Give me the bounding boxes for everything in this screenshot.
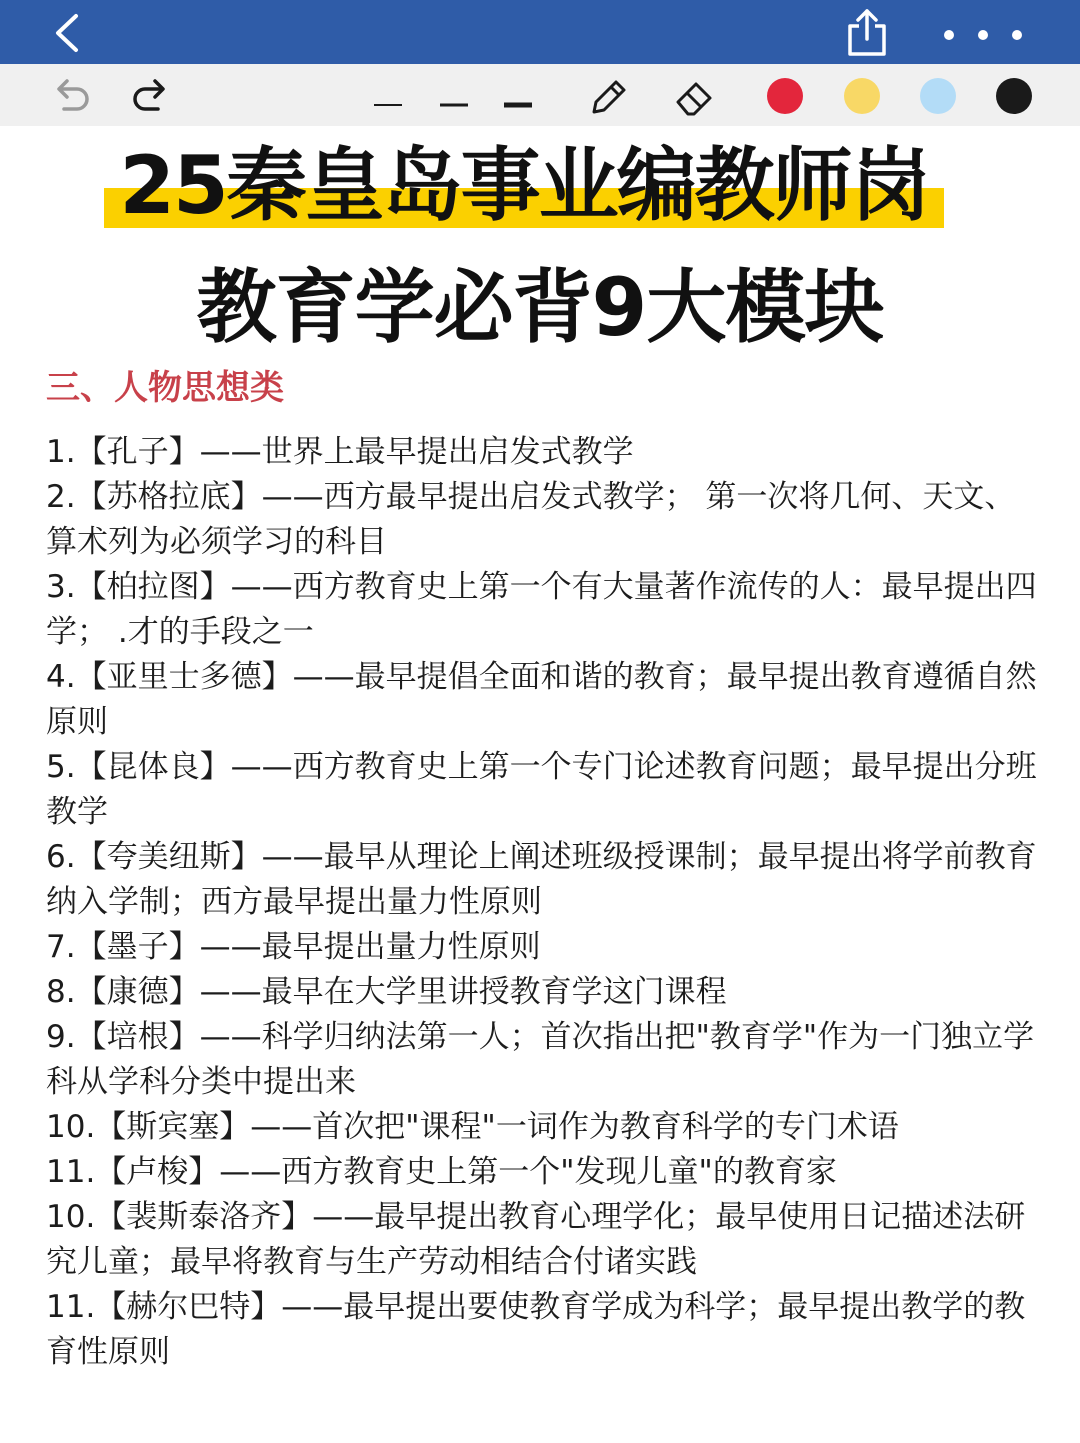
list-item: 10.【斯宾塞】——首次把"课程"一词作为教育科学的专门术语: [46, 1109, 899, 1145]
redo-button[interactable]: [128, 74, 172, 118]
color-swatch-black[interactable]: [996, 78, 1032, 114]
more-dots-icon: [930, 16, 1030, 52]
thin-line-icon: [368, 74, 408, 118]
redo-icon: [128, 74, 172, 118]
annotation-toolbar: [0, 64, 1080, 126]
list-item: 11.【赫尔巴特】——最早提出要使教育学成为科学；最早提出教学的教育性原则: [46, 1289, 1026, 1370]
eraser-tool-button[interactable]: [672, 74, 716, 118]
stroke-thick-button[interactable]: [498, 74, 538, 118]
pen-tool-button[interactable]: [586, 74, 630, 118]
back-button[interactable]: [44, 10, 90, 56]
undo-button[interactable]: [50, 74, 94, 118]
list-item: 8.【康德】——最早在大学里讲授教育学这门课程: [46, 974, 727, 1010]
list-item: 1.【孔子】——世界上最早提出启发式教学: [46, 434, 634, 470]
list-item: 9.【培根】——科学归纳法第一人；首次指出把"教育学"作为一门独立学科从学科分类中提出来: [46, 1019, 1035, 1100]
list-item: 5.【昆体良】——西方教育史上第一个专门论述教育问题；最早提出分班教学: [46, 749, 1037, 830]
title-line-2: 教育学必背9大模块: [196, 261, 884, 354]
share-button[interactable]: [842, 6, 892, 58]
share-icon: [842, 6, 892, 58]
color-swatch-yellow[interactable]: [844, 78, 880, 114]
section-title: 三、人物思想类: [46, 368, 284, 408]
more-options-button[interactable]: [930, 16, 1030, 52]
pencil-icon: [586, 74, 630, 118]
list-item: 3.【柏拉图】——西方教育史上第一个有大量著作流传的人：最早提出四学； .才的手段之一: [46, 569, 1037, 650]
title-line-1-block: [104, 140, 944, 232]
eraser-icon: [672, 74, 716, 118]
stroke-medium-button[interactable]: [434, 74, 474, 118]
undo-icon: [50, 74, 94, 118]
medium-line-icon: [434, 74, 474, 118]
item-list: [46, 430, 1046, 1375]
title-line-1: 25秦皇岛事业编教师岗: [119, 139, 929, 232]
color-swatch-red[interactable]: [767, 78, 803, 114]
list-item: 2.【苏格拉底】——西方最早提出启发式教学； 第一次将几何、天文、算术列为必须学习的科目: [46, 479, 1016, 560]
thick-line-icon: [498, 74, 538, 118]
chevron-left-icon: [44, 10, 90, 56]
color-swatch-light-blue[interactable]: [920, 78, 956, 114]
list-item: 11.【卢梭】——西方教育史上第一个"发现儿童"的教育家: [46, 1154, 837, 1190]
list-item: 10.【裴斯泰洛齐】——最早提出教育心理学化；最早使用日记描述法研究儿童；最早将教育与生产劳动相结合付诸实践: [46, 1199, 1026, 1280]
list-item: 7.【墨子】——最早提出量力性原则: [46, 929, 541, 965]
list-item: 6.【夸美纽斯】——最早从理论上阐述班级授课制；最早提出将学前教育纳入学制；西方最早提出量力性原则: [46, 839, 1037, 920]
stroke-thin-button[interactable]: [368, 74, 408, 118]
list-item: 4.【亚里士多德】——最早提倡全面和谐的教育；最早提出教育遵循自然原则: [46, 659, 1037, 740]
top-navigation-bar: [0, 0, 1080, 64]
